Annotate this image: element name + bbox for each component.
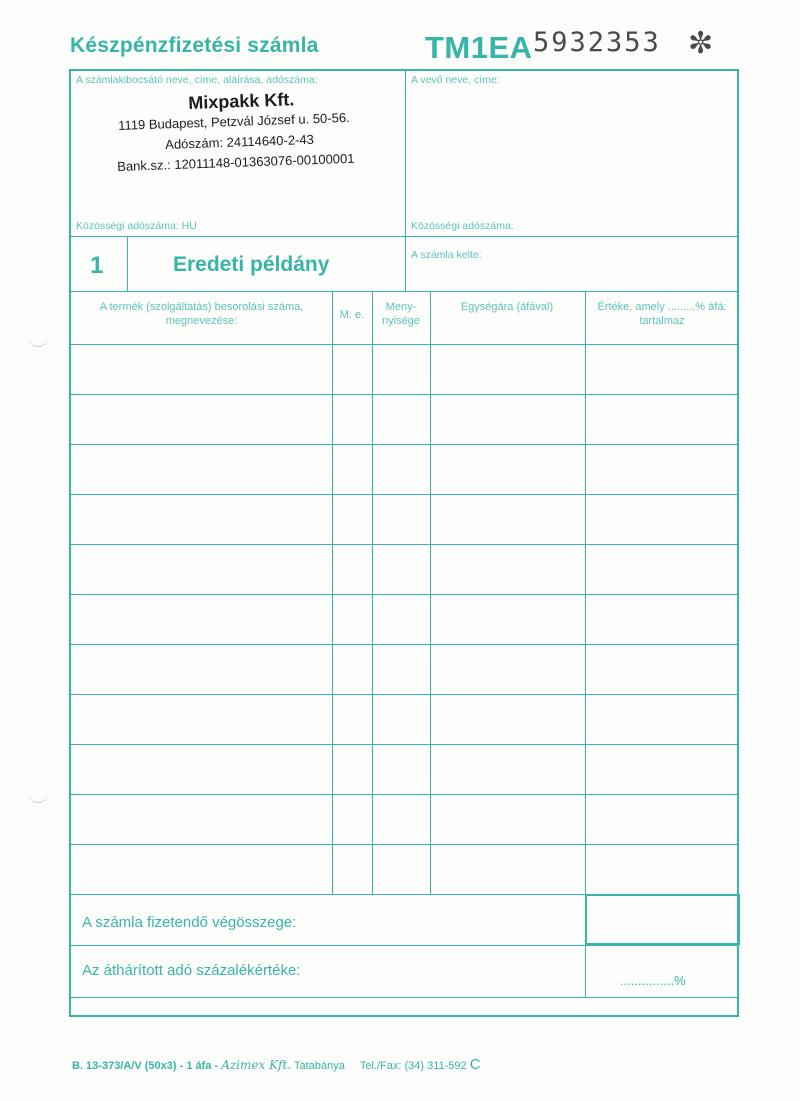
invoice-date-label: A számla kelte: bbox=[411, 249, 482, 261]
punch-hole-mark bbox=[28, 336, 48, 347]
printer-phone: Tel./Fax: (34) 311-592 bbox=[359, 1060, 467, 1072]
form-code: B. 13-373/A/V (50x3) - 1 áfa - bbox=[72, 1060, 219, 1072]
copy-number: 1 bbox=[90, 252, 104, 279]
table-row-line bbox=[70, 544, 738, 545]
payable-amount-box[interactable] bbox=[585, 894, 740, 945]
column-header-item: A termék (szolgáltatás) besorolási száma, megnevezése: bbox=[99, 301, 304, 327]
issuer-community-tax-label: Közösségi adószáma: HU bbox=[76, 220, 197, 232]
tax-percent-label: Az áthárított adó százalékértéke: bbox=[82, 962, 301, 979]
asterisk-icon: ✼ bbox=[688, 26, 714, 61]
table-row-line bbox=[70, 644, 738, 645]
table-row-line bbox=[70, 694, 738, 695]
printer-signature: Azimex Kft. bbox=[221, 1058, 292, 1072]
punch-hole-mark bbox=[28, 792, 48, 803]
printer-city: Tatabánya bbox=[293, 1060, 345, 1072]
table-column-line bbox=[430, 292, 431, 894]
copy-number-divider bbox=[127, 237, 128, 292]
table-row-line bbox=[70, 444, 738, 445]
issuer-company-name: Mixpakk Kft. bbox=[188, 89, 295, 113]
column-header-unit-price: Egységára (áfával) bbox=[460, 301, 554, 313]
table-row-line bbox=[70, 344, 738, 345]
column-header-value: Értéke, amely .........% áfá: tartalmaz bbox=[597, 301, 727, 327]
table-row-line bbox=[70, 494, 738, 495]
invoice-frame bbox=[69, 69, 739, 1017]
table-column-line bbox=[585, 292, 586, 894]
payable-total-label: A számla fizetendő végösszege: bbox=[82, 914, 297, 931]
issuer-tax-id: Adószám: 24114640-2-43 bbox=[165, 131, 315, 152]
signature-row-line bbox=[70, 997, 738, 998]
series-code: TM1EA bbox=[425, 30, 533, 65]
serial-number: 5932353 bbox=[533, 27, 661, 58]
table-row-line bbox=[70, 794, 738, 795]
copy-label: Eredeti példány bbox=[173, 253, 330, 276]
column-header-quantity: Meny-nyisége bbox=[382, 301, 420, 327]
section-divider bbox=[70, 236, 738, 237]
issuer-buyer-divider bbox=[405, 70, 406, 292]
column-header-unit: M. e. bbox=[339, 309, 365, 321]
buyer-community-tax-label: Közösségi adószáma: bbox=[411, 220, 514, 232]
table-top-line bbox=[70, 291, 738, 292]
table-row-line bbox=[70, 744, 738, 745]
buyer-label: A vevő neve, címe: bbox=[411, 74, 500, 86]
tax-percent-field[interactable]: ...............% bbox=[620, 973, 686, 988]
printer-footer bbox=[72, 1056, 481, 1073]
totals-divider bbox=[70, 945, 738, 946]
table-row-line bbox=[70, 394, 738, 395]
table-row-line bbox=[70, 594, 738, 595]
table-row-line bbox=[70, 844, 738, 845]
invoice-title: Készpénzfizetési számla bbox=[70, 34, 319, 57]
issuer-label: A számlakibocsátó neve, címe, aláírása, adószáma: bbox=[76, 74, 318, 86]
footer-letter: C bbox=[469, 1056, 481, 1073]
percent-box-divider bbox=[585, 945, 586, 997]
table-column-line bbox=[332, 292, 333, 894]
issuer-bank-account: Bank.sz.: 12011148-01363076-00100001 bbox=[117, 150, 355, 174]
issuer-address: 1119 Budapest, Petzvál József u. 50-56. bbox=[118, 109, 350, 133]
table-column-line bbox=[372, 292, 373, 894]
